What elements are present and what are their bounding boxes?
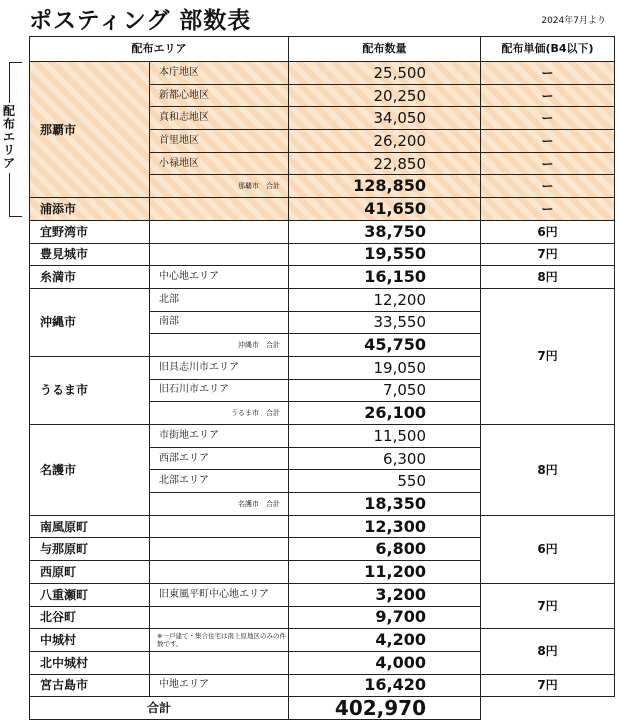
subtotal-label: 沖縄市 合計 [150,334,289,357]
count-cell: 6,800 [289,538,481,561]
side-area-label: 配布エリア [2,104,15,170]
area-cell: 小禄地区 [150,152,289,175]
price-cell: 8円 [481,266,615,289]
table-row [30,266,615,289]
table-row [30,288,615,311]
count-cell: 3,200 [289,583,481,606]
count-cell: 7,050 [289,379,481,402]
table-row [30,425,615,448]
header-row [30,37,615,62]
city-ginowan: 宜野湾市 [30,220,150,243]
count-cell: 38,750 [289,220,481,243]
count-cell: 33,550 [289,311,481,334]
table-row [30,220,615,243]
header-price: 配布単価(B4以下) [481,37,615,62]
price-cell: 7円 [481,583,615,628]
subtotal-label: うるま市 合計 [150,402,289,425]
note-cell: ※一戸建て・集合住宅は南上原地区のみの件数です。 [150,629,289,652]
page-title: ポスティング 部数表 [29,8,252,34]
count-cell: 550 [289,470,481,493]
price-cell: 7円 [481,674,615,697]
city-kitanakagusuku: 北中城村 [30,651,150,674]
city-nakagusuku: 中城村 [30,629,150,652]
city-naha: 那覇市 [30,62,150,198]
count-cell: 12,200 [289,288,481,311]
count-cell: 22,850 [289,152,481,175]
count-cell: 9,700 [289,606,481,629]
subtotal-count: 128,850 [289,175,481,198]
posting-count-table [29,36,615,720]
table-row [30,583,615,606]
count-cell: 11,200 [289,561,481,584]
area-cell: 新都心地区 [150,84,289,107]
price-cell: ー [481,84,615,107]
effective-date: 2024年7月より [541,16,606,26]
city-okinawa: 沖縄市 [30,288,150,356]
count-cell: 34,050 [289,107,481,130]
area-cell: 中地エリア [150,674,289,697]
count-cell: 19,550 [289,243,481,266]
area-cell: 旧石川市エリア [150,379,289,402]
header-count: 配布数量 [289,37,481,62]
city-haebaru: 南風原町 [30,515,150,538]
area-cell: 中心地エリア [150,266,289,289]
price-cell: 8円 [481,425,615,516]
table-row [30,674,615,697]
price-cell: 6円 [481,515,615,583]
city-urasoe: 浦添市 [30,198,150,221]
subtotal-count: 26,100 [289,402,481,425]
count-cell: 16,420 [289,674,481,697]
price-cell: 6円 [481,220,615,243]
table-row [30,515,615,538]
price-cell: ー [481,130,615,153]
subtotal-count: 45,750 [289,334,481,357]
count-cell: 41,650 [289,198,481,221]
count-cell: 6,300 [289,447,481,470]
area-cell: 市街地エリア [150,425,289,448]
count-cell: 26,200 [289,130,481,153]
subtotal-label: 那覇市 合計 [150,175,289,198]
total-label: 合計 [30,697,289,720]
area-cell: 旧東風平町中心地エリア [150,583,289,606]
table-row [30,198,615,221]
city-chatan: 北谷町 [30,606,150,629]
city-nago: 名護市 [30,425,150,516]
header-area: 配布エリア [30,37,289,62]
count-cell: 4,200 [289,629,481,652]
city-yonabaru: 与那原町 [30,538,150,561]
price-cell: ー [481,198,615,221]
count-cell: 25,500 [289,62,481,85]
city-yaese: 八重瀬町 [30,583,150,606]
city-tomigusuku: 豊見城市 [30,243,150,266]
price-cell: ー [481,175,615,198]
city-miyakojima: 宮古島市 [30,674,150,697]
area-cell: 首里地区 [150,130,289,153]
price-cell: ー [481,152,615,175]
price-cell: ー [481,62,615,85]
subtotal-count: 18,350 [289,493,481,516]
count-cell: 16,150 [289,266,481,289]
count-cell: 11,500 [289,425,481,448]
subtotal-label: 名護市 合計 [150,493,289,516]
city-uruma: うるま市 [30,356,150,424]
city-itoman: 糸満市 [30,266,150,289]
area-cell: 真和志地区 [150,107,289,130]
city-nishihara: 西原町 [30,561,150,584]
price-cell: ー [481,107,615,130]
count-cell: 20,250 [289,84,481,107]
count-cell: 19,050 [289,356,481,379]
total-row [30,697,615,720]
count-cell: 4,000 [289,651,481,674]
count-cell: 12,300 [289,515,481,538]
area-cell: 北部エリア [150,470,289,493]
price-cell: 7円 [481,288,615,424]
area-cell: 北部 [150,288,289,311]
area-cell: 旧具志川市エリア [150,356,289,379]
price-cell: 7円 [481,243,615,266]
table-row [30,243,615,266]
table-row [30,629,615,652]
area-cell: 西部エリア [150,447,289,470]
area-cell: 南部 [150,311,289,334]
area-cell: 本庁地区 [150,62,289,85]
price-cell: 8円 [481,629,615,674]
total-count: 402,970 [289,697,481,720]
table-row [30,62,615,85]
